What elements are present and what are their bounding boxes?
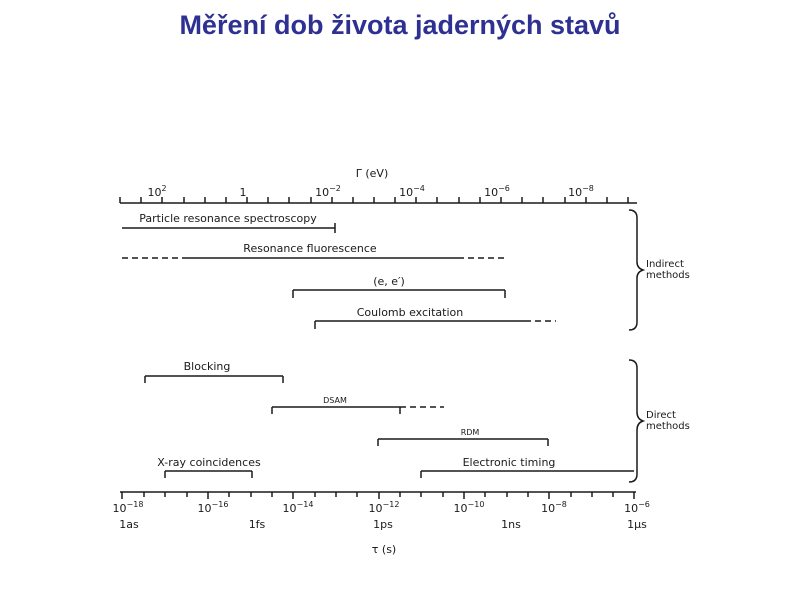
tau-unit-label: 1μs	[627, 518, 647, 531]
method-bar-dsam	[272, 407, 444, 414]
tau-unit-label: 1ps	[373, 518, 393, 531]
tau-tick-label: $10^{-16}$	[197, 500, 229, 515]
tau-unit-label: 1ns	[501, 518, 521, 531]
group-label-direct	[646, 410, 690, 432]
group-label-line: methods	[646, 421, 690, 432]
gamma-tick-label: $10^{-8}$	[568, 184, 594, 199]
tau-unit-label: 1fs	[248, 518, 266, 531]
tau-tick-label: $10^{-18}$	[112, 500, 144, 515]
tau-tick-label: $10^{-8}$	[541, 500, 567, 515]
direct-methods-brace	[629, 360, 643, 482]
tau-tick-label: $10^{-10}$	[453, 500, 485, 515]
tau-tick-label: $10^{-12}$	[368, 500, 400, 515]
group-label-line: Indirect	[646, 259, 684, 270]
method-label: X-ray coincidences	[157, 456, 261, 469]
gamma-tick-label: $10^{-4}$	[399, 184, 425, 199]
method-label: Electronic timing	[462, 456, 556, 469]
method-label: Blocking	[183, 360, 231, 373]
tau-tick-label: $10^{-14}$	[282, 500, 314, 515]
method-label: (e, e′)	[373, 275, 405, 288]
gamma-axis-label: Γ (eV)	[355, 167, 389, 180]
indirect-methods-brace	[629, 210, 643, 330]
gamma-tick-label: $10^2$	[147, 184, 167, 199]
group-label-line: Direct	[646, 410, 676, 421]
gamma-tick-label: 1	[239, 186, 247, 199]
tau-axis	[120, 492, 636, 499]
page-title: Měření dob života jaderných stavů	[179, 10, 621, 40]
tau-axis-label: τ (s)	[371, 543, 397, 556]
method-label: Coulomb excitation	[356, 306, 464, 319]
method-bar-x-ray-coincidences	[165, 471, 252, 478]
method-label: DSAM	[323, 396, 347, 405]
method-bar-coulomb-excitation	[315, 321, 556, 329]
group-label-line: methods	[646, 270, 690, 281]
method-label: Resonance fluorescence	[243, 242, 377, 255]
tau-unit-label: 1as	[119, 518, 139, 531]
group-label-indirect	[646, 259, 690, 281]
method-bar-rdm	[378, 439, 548, 446]
method-label: RDM	[460, 428, 480, 437]
gamma-tick-label: $10^{-2}$	[315, 184, 341, 199]
method-label: Particle resonance spectroscopy	[139, 212, 317, 225]
method-bar-electronic-timing	[421, 471, 634, 478]
gamma-axis	[120, 197, 637, 203]
gamma-tick-label: $10^{-6}$	[484, 184, 510, 199]
tau-tick-label: $10^{-6}$	[624, 500, 650, 515]
method-bar-blocking	[145, 376, 283, 383]
method-bar-e-e-prime	[293, 290, 505, 298]
